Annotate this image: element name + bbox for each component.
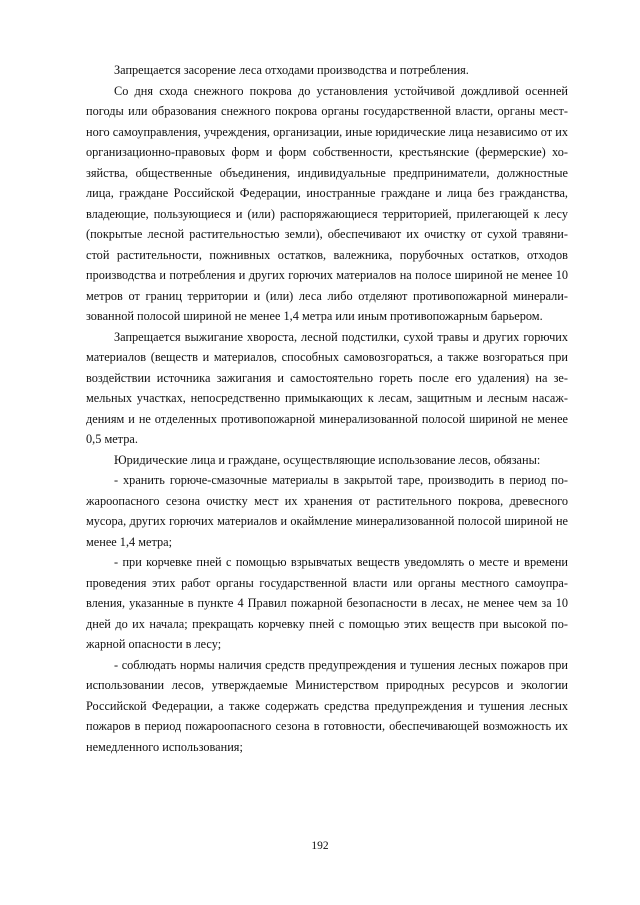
paragraph-5: - хранить горюче-смазочные материалы в закрытой таре, производить в период пожароопасного сезона очистку мест их хранения от растительного покрова, древесного мусора, других горючих материалов и окаймление минерализованной полосой шириной не менее 1,4 метра;	[86, 473, 568, 549]
paragraph-3: Запрещается выжигание хвороста, лесной подстилки, сухой травы и других горючих материалов (веществ и материалов, способных самовозгораться, а также возгораться при воздействии источника зажигания и самостоятельно гореть после его удаления) на земельных участках, непосредственно примыкающих к лесам, защитным и лесным насаждениям и не отделенных противопожарной минерализованной полосой шириной не менее 0,5 метра.	[86, 329, 568, 446]
paragraph-2: Со дня схода снежного покрова до установления устойчивой дождливой осенней погоды или образования снежного покрова органы государственной власти, органы местного самоуправления, учреждения, организации, иные юридические лица независимо от их организационно-правовых форм и форм собственности, крестьянские (фермерские) хозяйства, общественные объединения, индивидуальные предприниматели, должностные лица, граждане Российской Федерации, иностранные граждане и лица без гражданства, владеющие, пользующиеся и (или) распоряжающиеся территорией, прилегающей к лесу (покрытые лесной растительностью земли), обеспечивают их очистку от сухой травянистой растительности, пожнивных остатков, валежника, порубочных остатков, отходов производства и потребления и других горючих материалов на полосе шириной не менее 10 метров от границ территории и (или) леса либо отделяют противопожарной минерализованной полосой шириной не менее 1,4 метра или иным противопожарным барьером.	[86, 83, 568, 323]
paragraph-6: - при корчевке пней с помощью взрывчатых веществ уведомлять о месте и времени проведения этих работ органы государственной власти или органы местного самоуправления, указанные в пункте 4 Правил пожарной безопасности в лесах, не менее чем за 10 дней до их начала; прекращать корчевку пней с помощью этих веществ при высокой пожарной опасности в лесу;	[86, 555, 568, 651]
paragraph-7: - соблюдать нормы наличия средств предупреждения и тушения лесных пожаров при использовании лесов, утверждаемые Министерством природных ресурсов и экологии Российской Федерации, а также содержать средства предупреждения и тушения лесных пожаров в период пожароопасного сезона в готовности, обеспечивающей возможность их немедленного использования;	[86, 657, 568, 754]
page-number: 192	[311, 840, 329, 852]
body-text	[86, 60, 568, 757]
paragraph-1: Запрещается засорение леса отходами производства и потребления.	[114, 63, 469, 77]
paragraph-4: Юридические лица и граждане, осуществляющие использование лесов, обязаны:	[114, 452, 541, 467]
